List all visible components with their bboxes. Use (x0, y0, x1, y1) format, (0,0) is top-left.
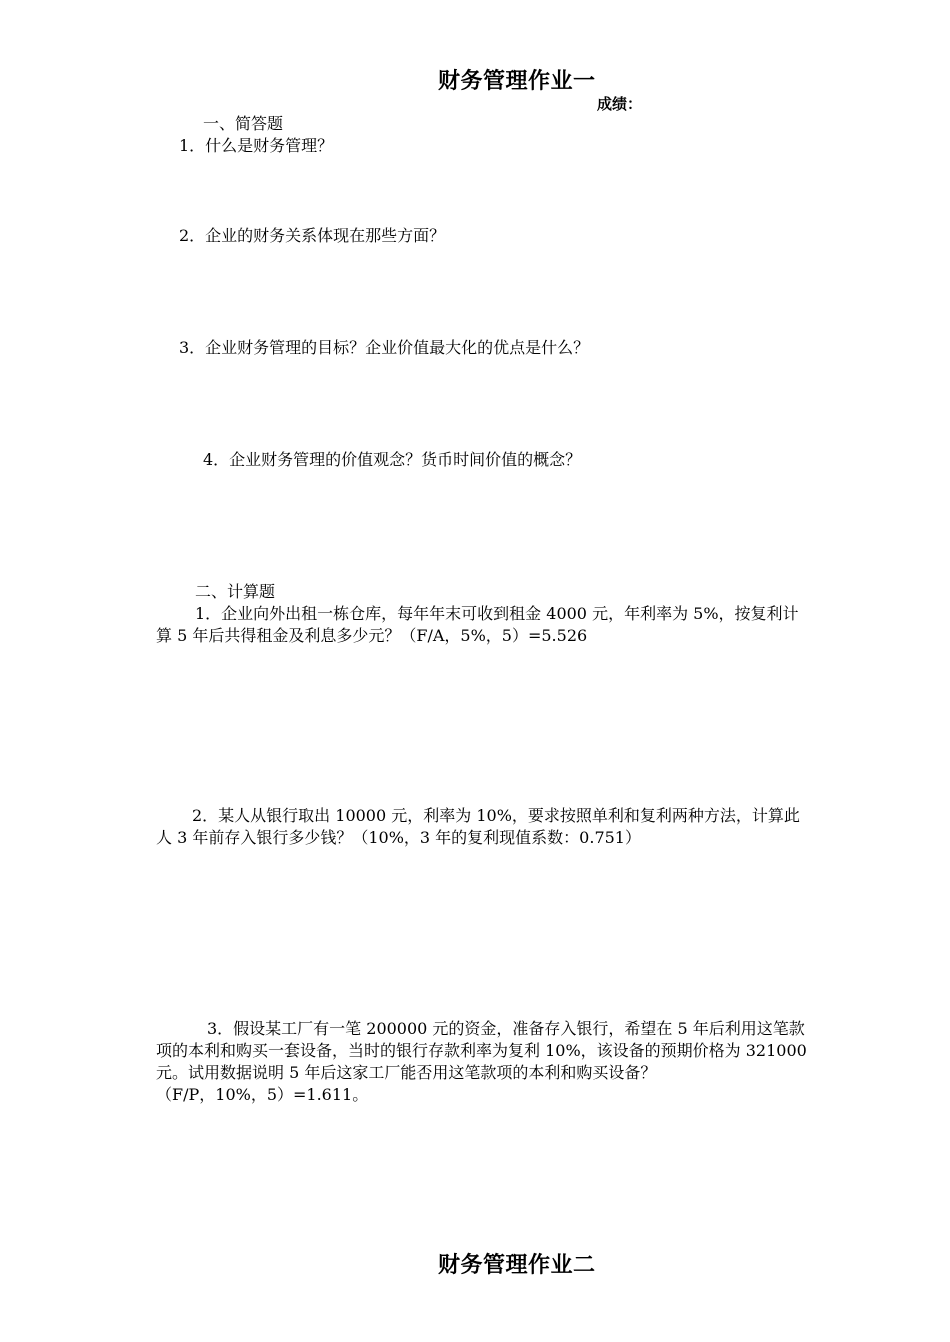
calc-question-3-line-2: 项的本利和购买一套设备，当时的银行存款利率为复利 10%，该设备的预期价格为 321000 (156, 1041, 807, 1060)
short-question-3: 3．企业财务管理的目标？企业价值最大化的优点是什么？ (179, 338, 590, 357)
calc-question-1 (156, 603, 799, 647)
score-label: 成绩： (597, 95, 643, 113)
calc-question-2 (156, 805, 800, 849)
calc-question-3-line-3: 元。试用数据说明 5 年后这家工厂能否用这笔款项的本利和购买设备？ (156, 1063, 657, 1082)
homework-1-title: 财务管理作业一 (438, 69, 596, 94)
calc-question-3-line-1: 3．假设某工厂有一笔 200000 元的资金，准备存入银行，希望在 5 年后利用这笔款 (207, 1019, 805, 1038)
calc-question-3 (156, 1018, 807, 1106)
calc-question-3-line-4: （F/P，10%，5）=1.611。 (156, 1085, 369, 1104)
short-question-2: 2．企业的财务关系体现在那些方面？ (179, 226, 446, 245)
section-short-answer-heading: 一、简答题 (203, 114, 284, 133)
calc-question-1-line-1: 1．企业向外出租一栋仓库，每年年末可收到租金 4000 元，年利率为 5%，按复利计 (195, 604, 799, 623)
calc-question-2-line-1: 2．某人从银行取出 10000 元，利率为 10%，要求按照单利和复利两种方法，计算此 (192, 806, 800, 825)
calc-question-2-line-2: 人 3 年前存入银行多少钱？（10%，3 年的复利现值系数：0.751） (156, 828, 641, 847)
short-question-1: 1．什么是财务管理？ (179, 136, 334, 155)
calc-question-1-line-2: 算 5 年后共得租金及利息多少元？（F/A，5%，5）=5.526 (156, 626, 588, 645)
section-calculation-heading: 二、计算题 (195, 582, 276, 601)
homework-2-title: 财务管理作业二 (438, 1253, 596, 1278)
short-question-4: 4．企业财务管理的价值观念？货币时间价值的概念？ (203, 450, 582, 469)
